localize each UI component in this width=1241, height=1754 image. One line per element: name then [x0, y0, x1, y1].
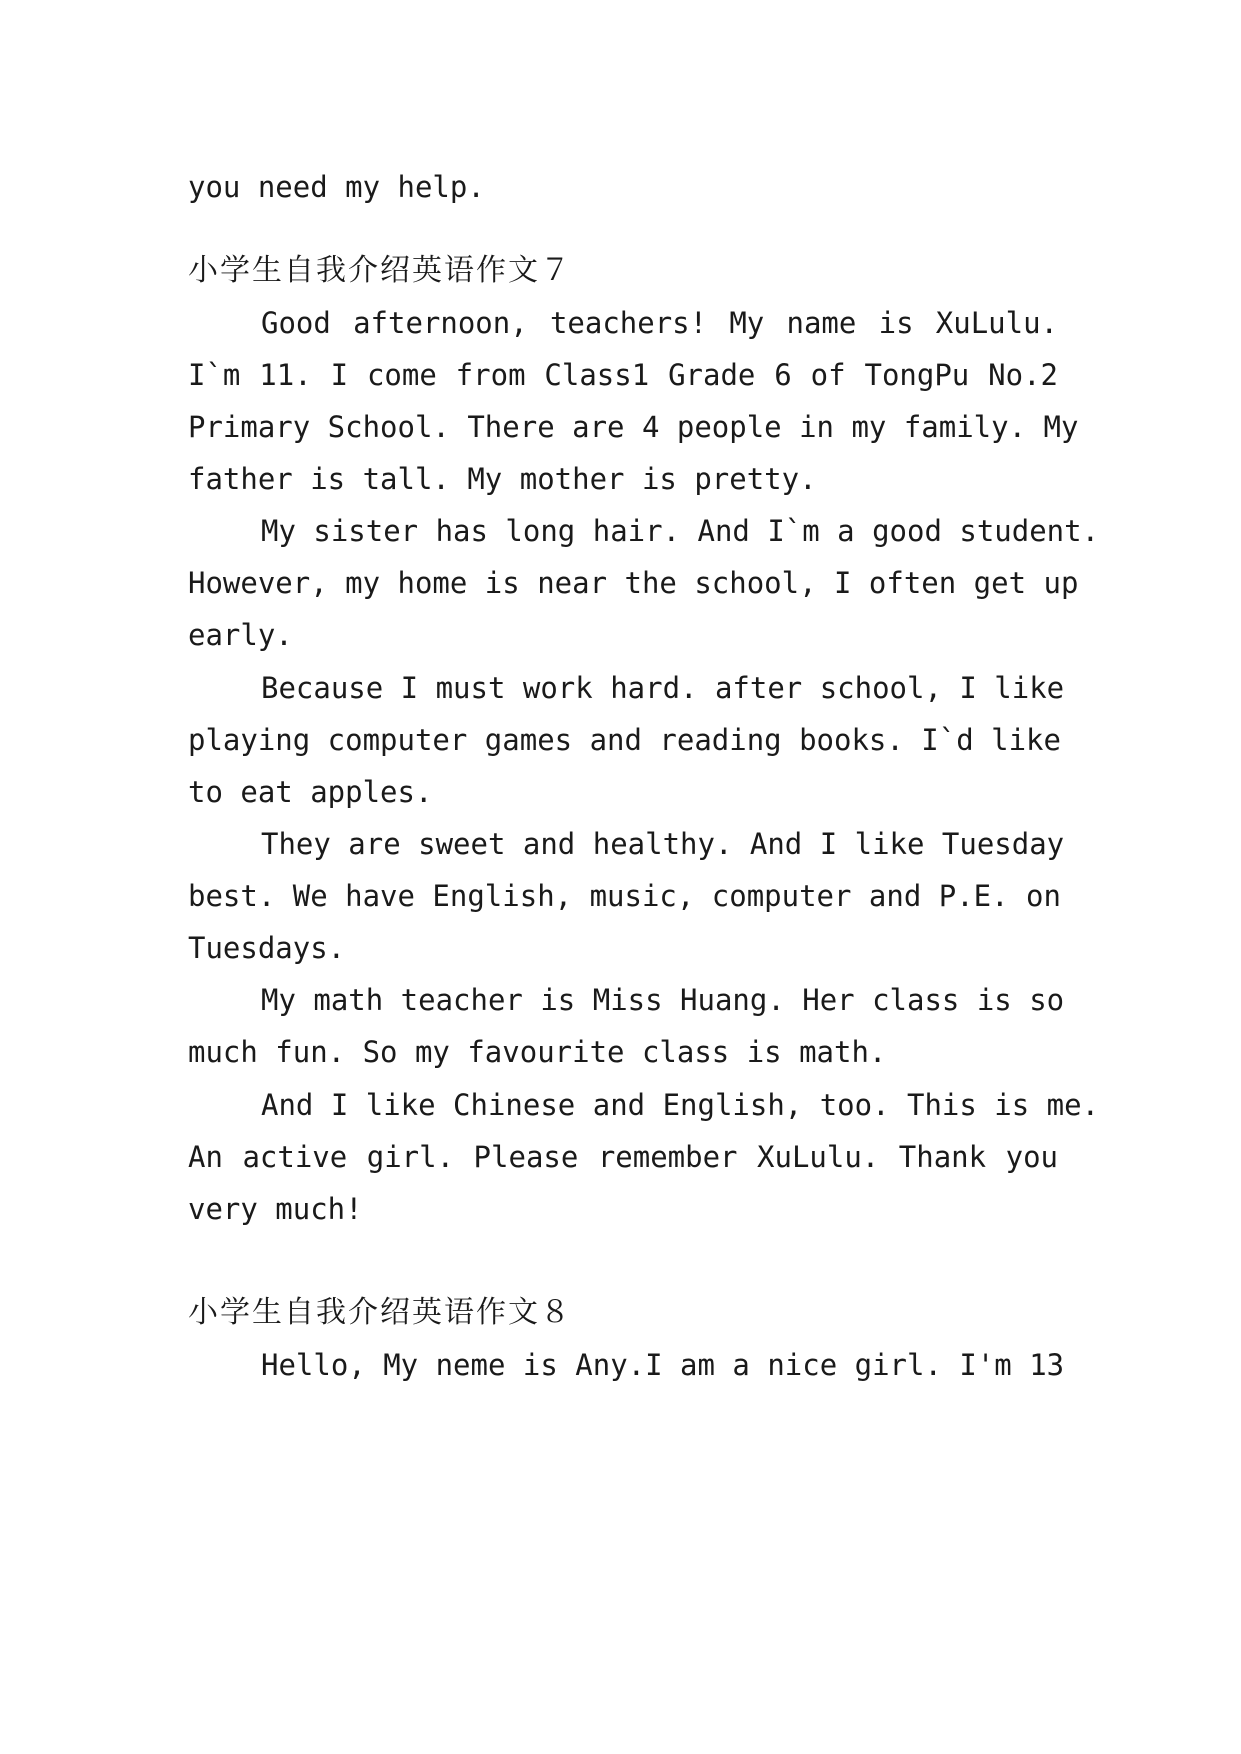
paragraph-line: very much!: [188, 1192, 363, 1226]
paragraph-line: And I like Chinese and English, too. This is me.: [261, 1088, 1100, 1122]
paragraph-line: They are sweet and healthy. And I like Tuesday: [261, 827, 1065, 861]
paragraph-line: However, my home is near the school, I often get up: [188, 566, 1079, 600]
paragraph-line: Good afternoon, teachers! My name is XuLulu.: [261, 306, 1058, 340]
paragraph-line: My math teacher is Miss Huang. Her class is so: [261, 983, 1065, 1017]
paragraph-line: father is tall. My mother is pretty.: [188, 462, 817, 496]
paragraph-line: early.: [188, 618, 293, 652]
paragraph-line: Tuesdays.: [188, 931, 346, 965]
paragraph-line: My sister has long hair. And I`m a good student.: [261, 514, 1100, 548]
paragraph-line: to eat apples.: [188, 775, 433, 809]
paragraph-line: I`m 11. I come from Class1 Grade 6 of TongPu No.2: [188, 358, 1058, 392]
section-8-heading: 小学生自我介绍英语作文８: [188, 1295, 572, 1330]
continuation-text: you need my help.: [188, 170, 485, 204]
paragraph-line: Because I must work hard. after school, I like: [261, 671, 1065, 705]
paragraph-line: best. We have English, music, computer and P.E. on: [188, 879, 1061, 913]
section-7-heading: 小学生自我介绍英语作文７: [188, 253, 572, 288]
section-8-first-line: Hello, My neme is Any.I am a nice girl. I'm 13: [261, 1348, 1065, 1382]
paragraph-line: Primary School. There are 4 people in my family. My: [188, 410, 1079, 444]
paragraph-line: much fun. So my favourite class is math.: [188, 1035, 887, 1069]
paragraph-line: An active girl. Please remember XuLulu. Thank you: [188, 1140, 1058, 1174]
paragraph-line: playing computer games and reading books. I`d like: [188, 723, 1061, 757]
